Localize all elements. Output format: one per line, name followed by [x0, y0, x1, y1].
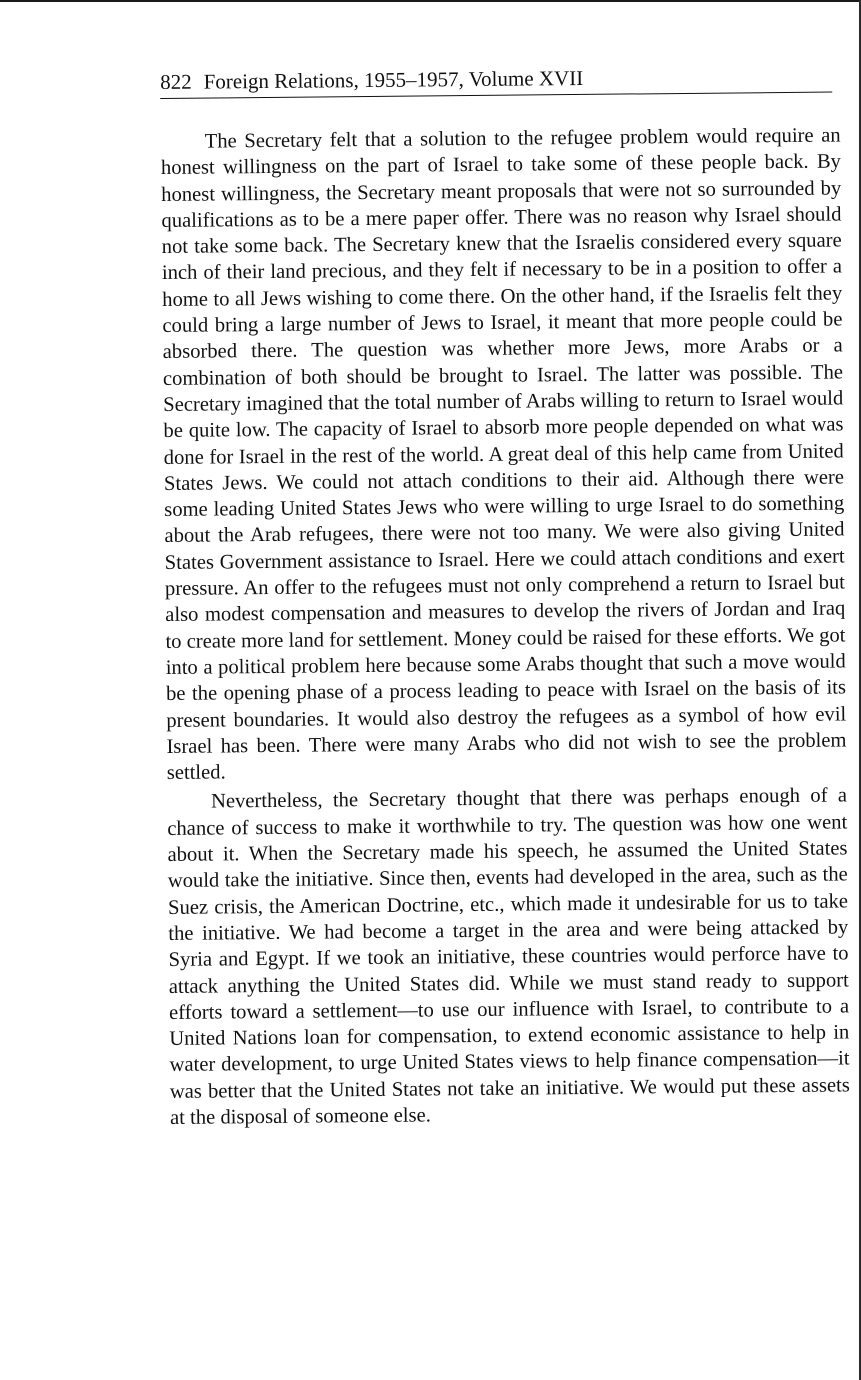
page-number: 822 [160, 69, 192, 94]
running-header [160, 62, 832, 99]
running-title: Foreign Relations, 1955–1957, Volume XVII [203, 65, 584, 94]
paragraph-2: Nevertheless, the Secretary thought that there was perhaps enough of a chance of success to make it worthwhile to try. The question was how one went about it. When the Secretary made his speech, he assumed the United States would take the initiative. Since then, events had developed in the area, such as the Suez crisis, the American Doctrine, etc., which made it undesirable for us to take the initiative. We had become a target in the area and were being attacked by Syria and Egypt. If we took an initiative, these countries would perforce have to attack anything the United States did. While we must stand ready to support efforts toward a settlement—to use our influence with Israel, to contribute to a United Nations loan for compensation, to extend economic assistance to help in water development, to urge United States views to help finance compensation—it was better that the United States not take an initiative. We would put these assets at the disposal of someone else. [167, 784, 850, 1129]
paragraph-1: The Secretary felt that a solution to the refugee problem would require an honest willingness on the part of Israel to take some of these people back. By honest willingness, the Secretary meant proposals that were not so surrounded by qualifications as to be a mere paper offer. There was no reason why Israel should not take some back. The Secretary knew that the Israelis considered every square inch of their land precious, and they felt if necessary to be in a position to offer a home to all Jews wishing to come there. On the other hand, if the Israelis felt they could bring a large number of Jews to Israel, it meant that more people could be absorbed there. The question was whether more Jews, more Arabs or a combination of both should be brought to Israel. The latter was possible. The Secretary imagined that the total number of Arabs willing to return to Israel would be quite low. The capacity of Israel to absorb more people depended on what was done for Israel in the rest of the world. A great deal of this help came from United States Jews. We could not attach conditions to their aid. Although there were some leading United States Jews who were willing to urge Israel to do something about the Arab refugees, there were not too many. We were also giving United States Government assistance to Israel. Here we could attach conditions and exert pressure. An offer to the refugees must not only comprehend a return to Israel but also modest compensation and measures to develop the rivers of Jordan and Iraq to create more land for settlement. Money could be raised for these efforts. We got into a political problem here because some Arabs thought that such a move would be the opening phase of a process leading to peace with Israel on the basis of its present boundaries. It would also destroy the refugees as a symbol of how evil Israel has been. There were many Arabs who did not wish to see the problem settled. [160, 124, 847, 785]
body-text [161, 122, 851, 1131]
book-page [160, 61, 850, 1131]
scan-border-top [0, 0, 861, 2]
